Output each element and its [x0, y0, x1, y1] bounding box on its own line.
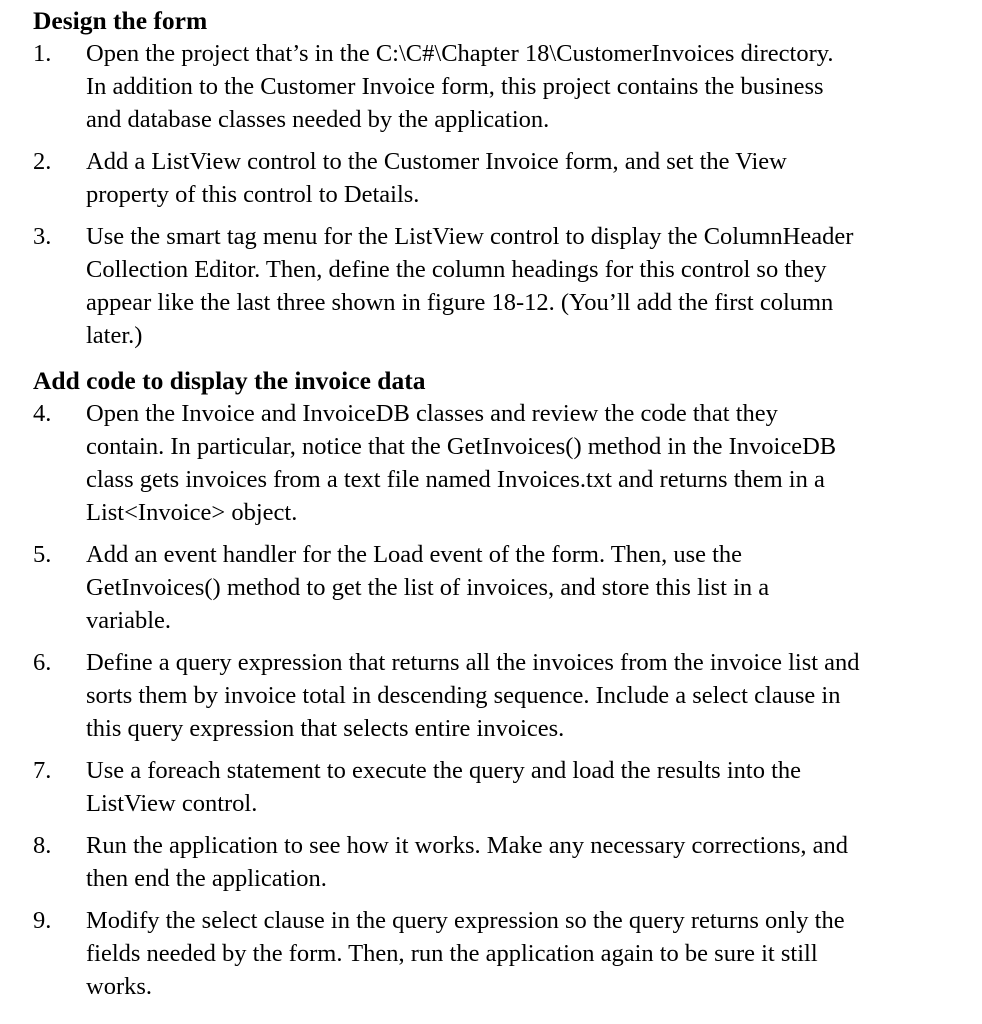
- step-number: 7.: [33, 757, 52, 784]
- step-text: Use a foreach statement to execute the query and load the results into the ListView control.: [86, 757, 801, 817]
- step-number: 8.: [33, 832, 52, 859]
- step-text: Add a ListView control to the Customer Invoice form, and set the View property of this control to Details.: [86, 148, 787, 208]
- step-number: 9.: [33, 907, 52, 934]
- step-number: 1.: [33, 40, 52, 67]
- step-item-6: [33, 646, 952, 745]
- step-number: 5.: [33, 541, 52, 568]
- step-list: [33, 397, 952, 1003]
- step-item-9: [33, 904, 952, 1003]
- step-item-5: [33, 538, 952, 637]
- section-heading: Design the form: [33, 6, 208, 35]
- step-number: 2.: [33, 148, 52, 175]
- step-item-8: [33, 829, 952, 895]
- section-design-the-form: [33, 4, 952, 352]
- step-number: 4.: [33, 400, 52, 427]
- step-item-3: [33, 220, 952, 352]
- step-text: Open the Invoice and InvoiceDB classes and review the code that they contain. In particular, notice that the GetInvoices() method in the InvoiceDB class gets invoices from a text file named Invoices.txt and returns them in a List<Invoice> object.: [86, 400, 837, 526]
- step-list: [33, 37, 952, 352]
- step-number: 6.: [33, 649, 52, 676]
- step-text: Define a query expression that returns all the invoices from the invoice list and sorts them by invoice total in descending sequence. Include a select clause in this query expression that selects entire invoices.: [86, 649, 860, 742]
- step-number: 3.: [33, 223, 52, 250]
- step-item-2: [33, 145, 952, 211]
- step-text: Modify the select clause in the query expression so the query returns only the fields needed by the form. Then, run the application again to be sure it still works.: [86, 907, 845, 1000]
- step-item-4: [33, 397, 952, 529]
- section-heading: Add code to display the invoice data: [33, 366, 426, 395]
- section-add-code: [33, 364, 952, 1003]
- step-item-1: [33, 37, 952, 136]
- step-text: Use the smart tag menu for the ListView control to display the ColumnHeader Collection Editor. Then, define the column headings for this control so they appear like the last three shown in figure 18-12. (You’ll add the first column later.): [86, 223, 854, 349]
- step-text: Run the application to see how it works. Make any necessary corrections, and then end the application.: [86, 832, 849, 892]
- step-text: Add an event handler for the Load event of the form. Then, use the GetInvoices() method to get the list of invoices, and store this list in a variable.: [86, 541, 770, 634]
- step-item-7: [33, 754, 952, 820]
- step-text: Open the project that’s in the C:\C#\Chapter 18\CustomerInvoices directory. In addition to the Customer Invoice form, this project contains the business and database classes needed by the application.: [86, 40, 834, 133]
